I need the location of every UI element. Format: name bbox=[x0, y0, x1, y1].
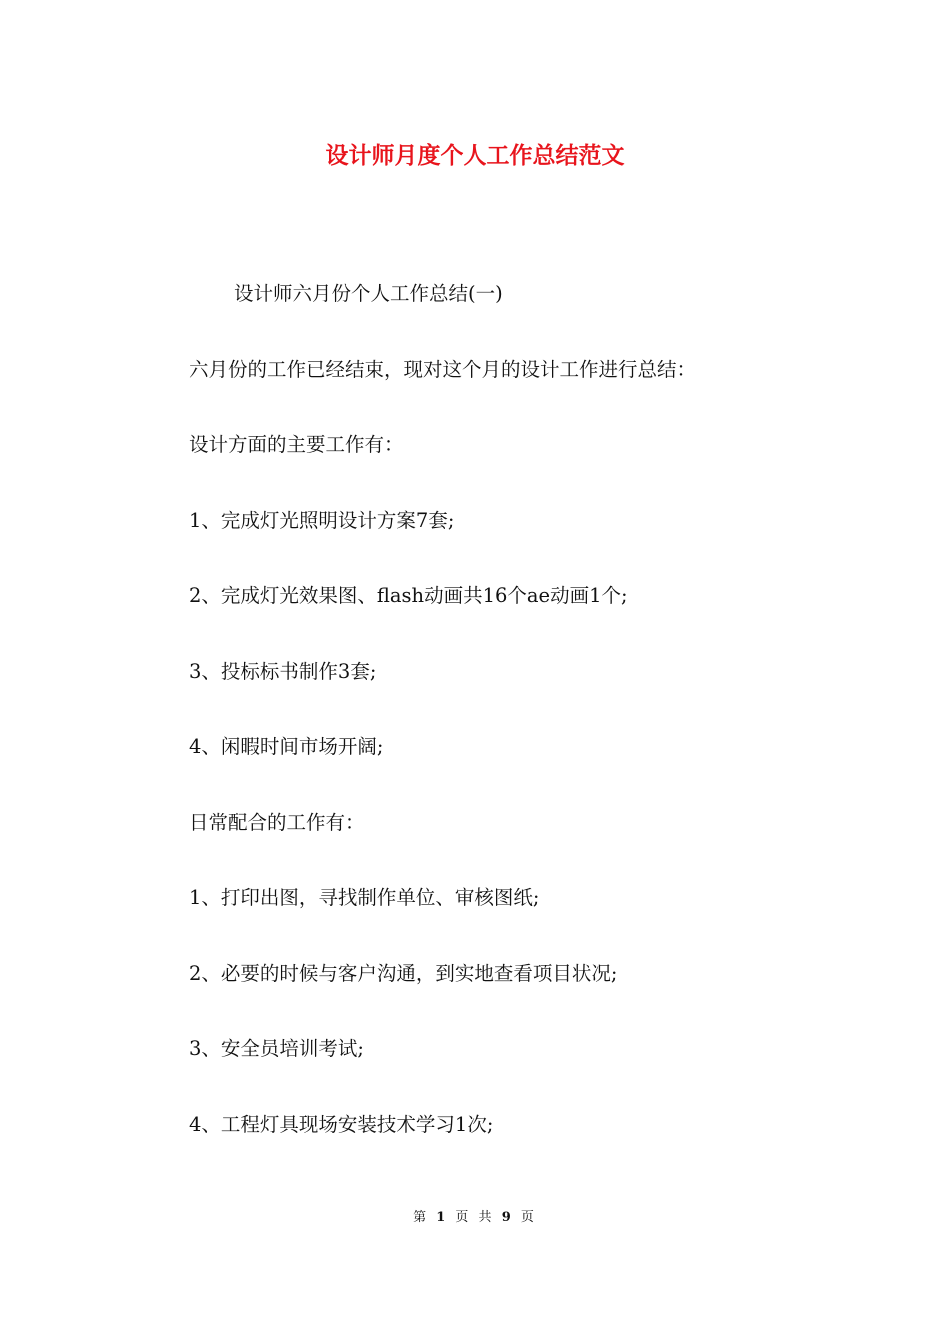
list-item: 4、工程灯具现场安装技术学习1次; bbox=[189, 1112, 494, 1136]
paragraph: 日常配合的工作有： bbox=[189, 810, 365, 834]
list-item: 1、打印出图，寻找制作单位、审核图纸; bbox=[189, 886, 540, 909]
footer-suffix: 页 bbox=[520, 1210, 537, 1225]
paragraph: 六月份的工作已经结束，现对这个月的设计工作进行总结： bbox=[189, 357, 697, 381]
list-item: 4、闲暇时间市场开阔; bbox=[189, 735, 384, 758]
page-footer bbox=[0, 1206, 950, 1230]
document-body bbox=[189, 276, 809, 1182]
document-title: 设计师月度个人工作总结范文 bbox=[325, 142, 625, 169]
list-item: 3、安全员培训考试; bbox=[189, 1037, 364, 1060]
list-item: 2、完成灯光效果图、flash动画共16个ae动画1个; bbox=[189, 584, 628, 607]
footer-prefix: 第 bbox=[413, 1210, 430, 1225]
current-page-number: 1 bbox=[436, 1210, 449, 1225]
list-item: 2、必要的时候与客户沟通，到实地查看项目状况; bbox=[189, 961, 618, 985]
total-pages-number: 9 bbox=[501, 1210, 514, 1225]
list-item: 3、投标标书制作3套; bbox=[189, 659, 377, 683]
footer-middle: 页 共 bbox=[455, 1210, 495, 1225]
section-heading: 设计师六月份个人工作总结(一) bbox=[234, 282, 503, 305]
paragraph: 设计方面的主要工作有： bbox=[189, 433, 404, 456]
list-item: 1、完成灯光照明设计方案7套; bbox=[189, 508, 455, 532]
